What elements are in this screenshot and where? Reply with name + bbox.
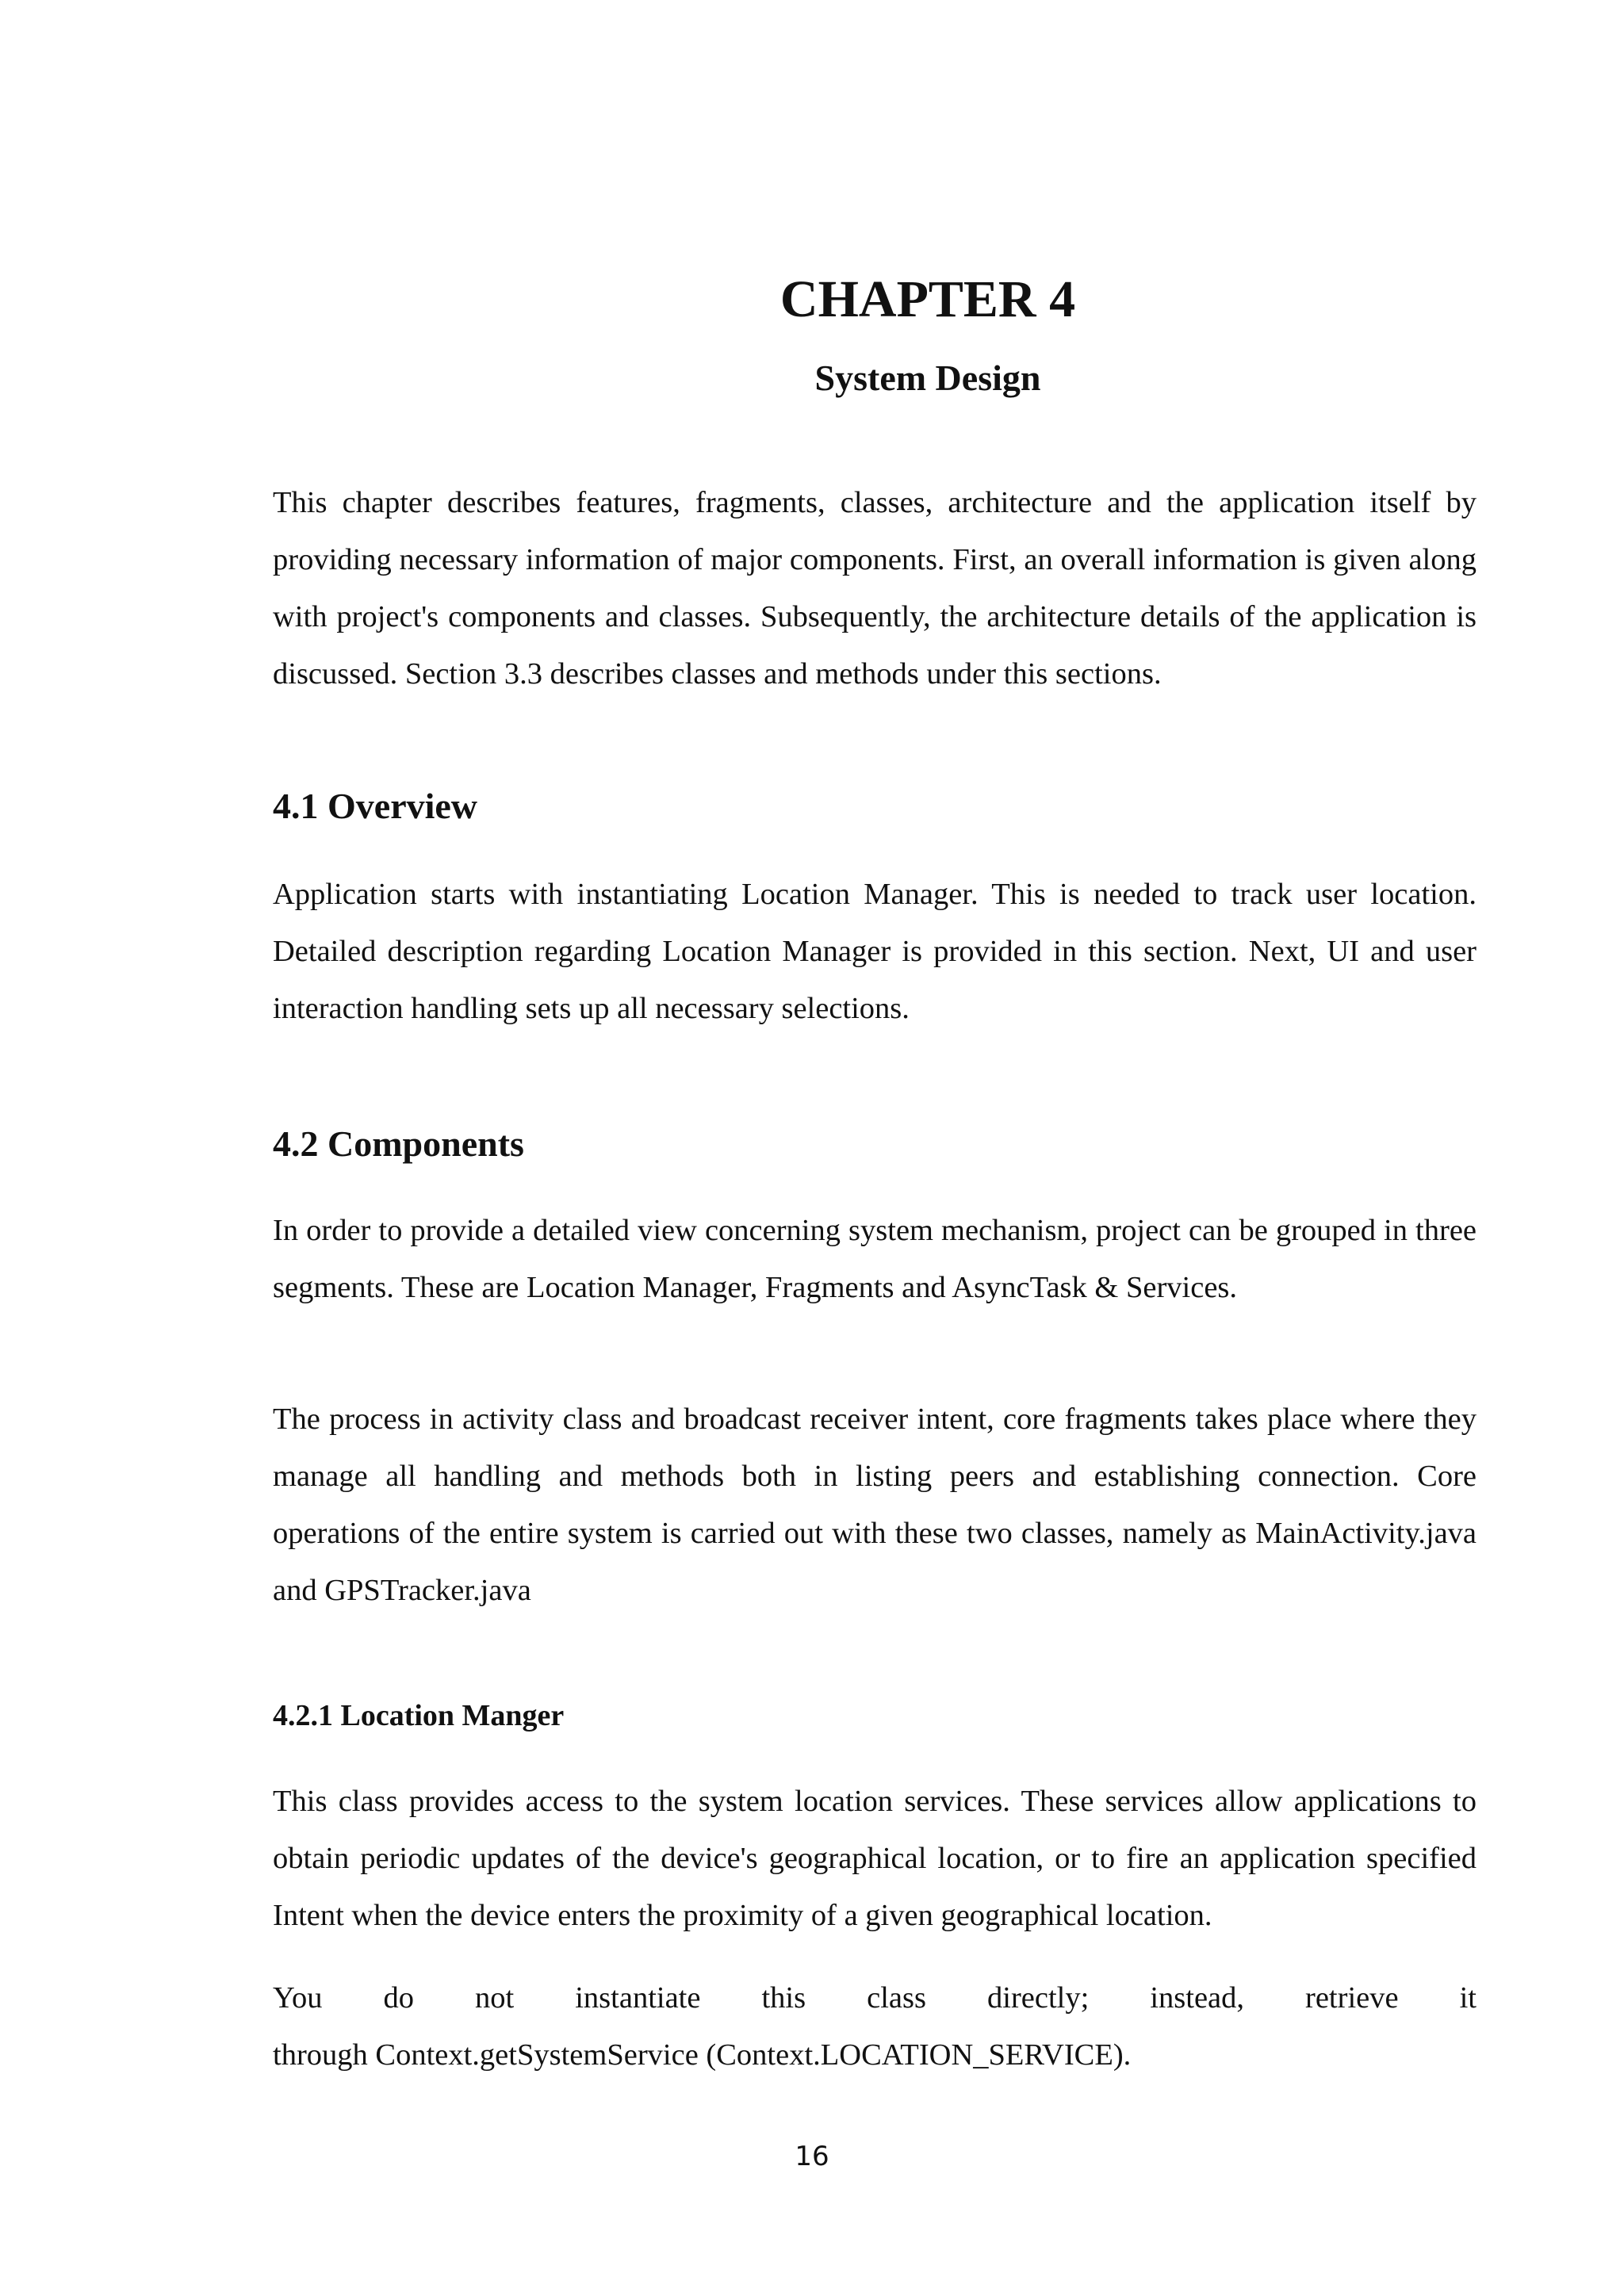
page-number: 16 — [795, 2141, 829, 2172]
components-paragraph-2: The process in activity class and broadcast receiver intent, core fragments takes place where they manage all handling and methods both in listing peers and establishing connection. Core operations of the entire system is carried out with these two classes, namely as MainActivity.java and GPSTracker.java — [273, 1402, 1477, 1607]
section-heading-components: 4.2 Components — [273, 1123, 524, 1164]
components-paragraph-1: In order to provide a detailed view concerning system mechanism, project can be grouped in three segments. These are Location Manager, Fragments and AsyncTask & Services. — [273, 1214, 1477, 1304]
overview-paragraph: Application starts with instantiating Location Manager. This is needed to track user location. Detailed description regarding Location Manager is provided in this section. Next, UI and user interaction handling sets up all necessary selections. — [273, 878, 1477, 1025]
location-manager-paragraph-1: This class provides access to the system location services. These services allow applications to obtain periodic updates of the device's geographical location, or to fire an application specified Intent when the device enters the proximity of a given geographical location. — [273, 1785, 1477, 1932]
chapter-title: CHAPTER 4 — [779, 270, 1076, 328]
subsection-heading-location-manager: 4.2.1 Location Manger — [273, 1699, 565, 1732]
chapter-subtitle: System Design — [814, 358, 1041, 398]
section-heading-overview: 4.1 Overview — [273, 786, 478, 826]
intro-paragraph: This chapter describes features, fragments, classes, architecture and the application itself by providing necessary information of major components. First, an overall information is given along with project's components and classes. Subsequently, the architecture details of the application is discussed. Section 3.3 describes classes and methods under this sections. — [273, 486, 1477, 691]
location-manager-paragraph-2-line-1: You do not instantiate this class directly; instead, retrieve it — [273, 1981, 1477, 2015]
location-manager-paragraph-2-line-2: through Context.getSystemService (Context.LOCATION_SERVICE). — [273, 2038, 1132, 2072]
